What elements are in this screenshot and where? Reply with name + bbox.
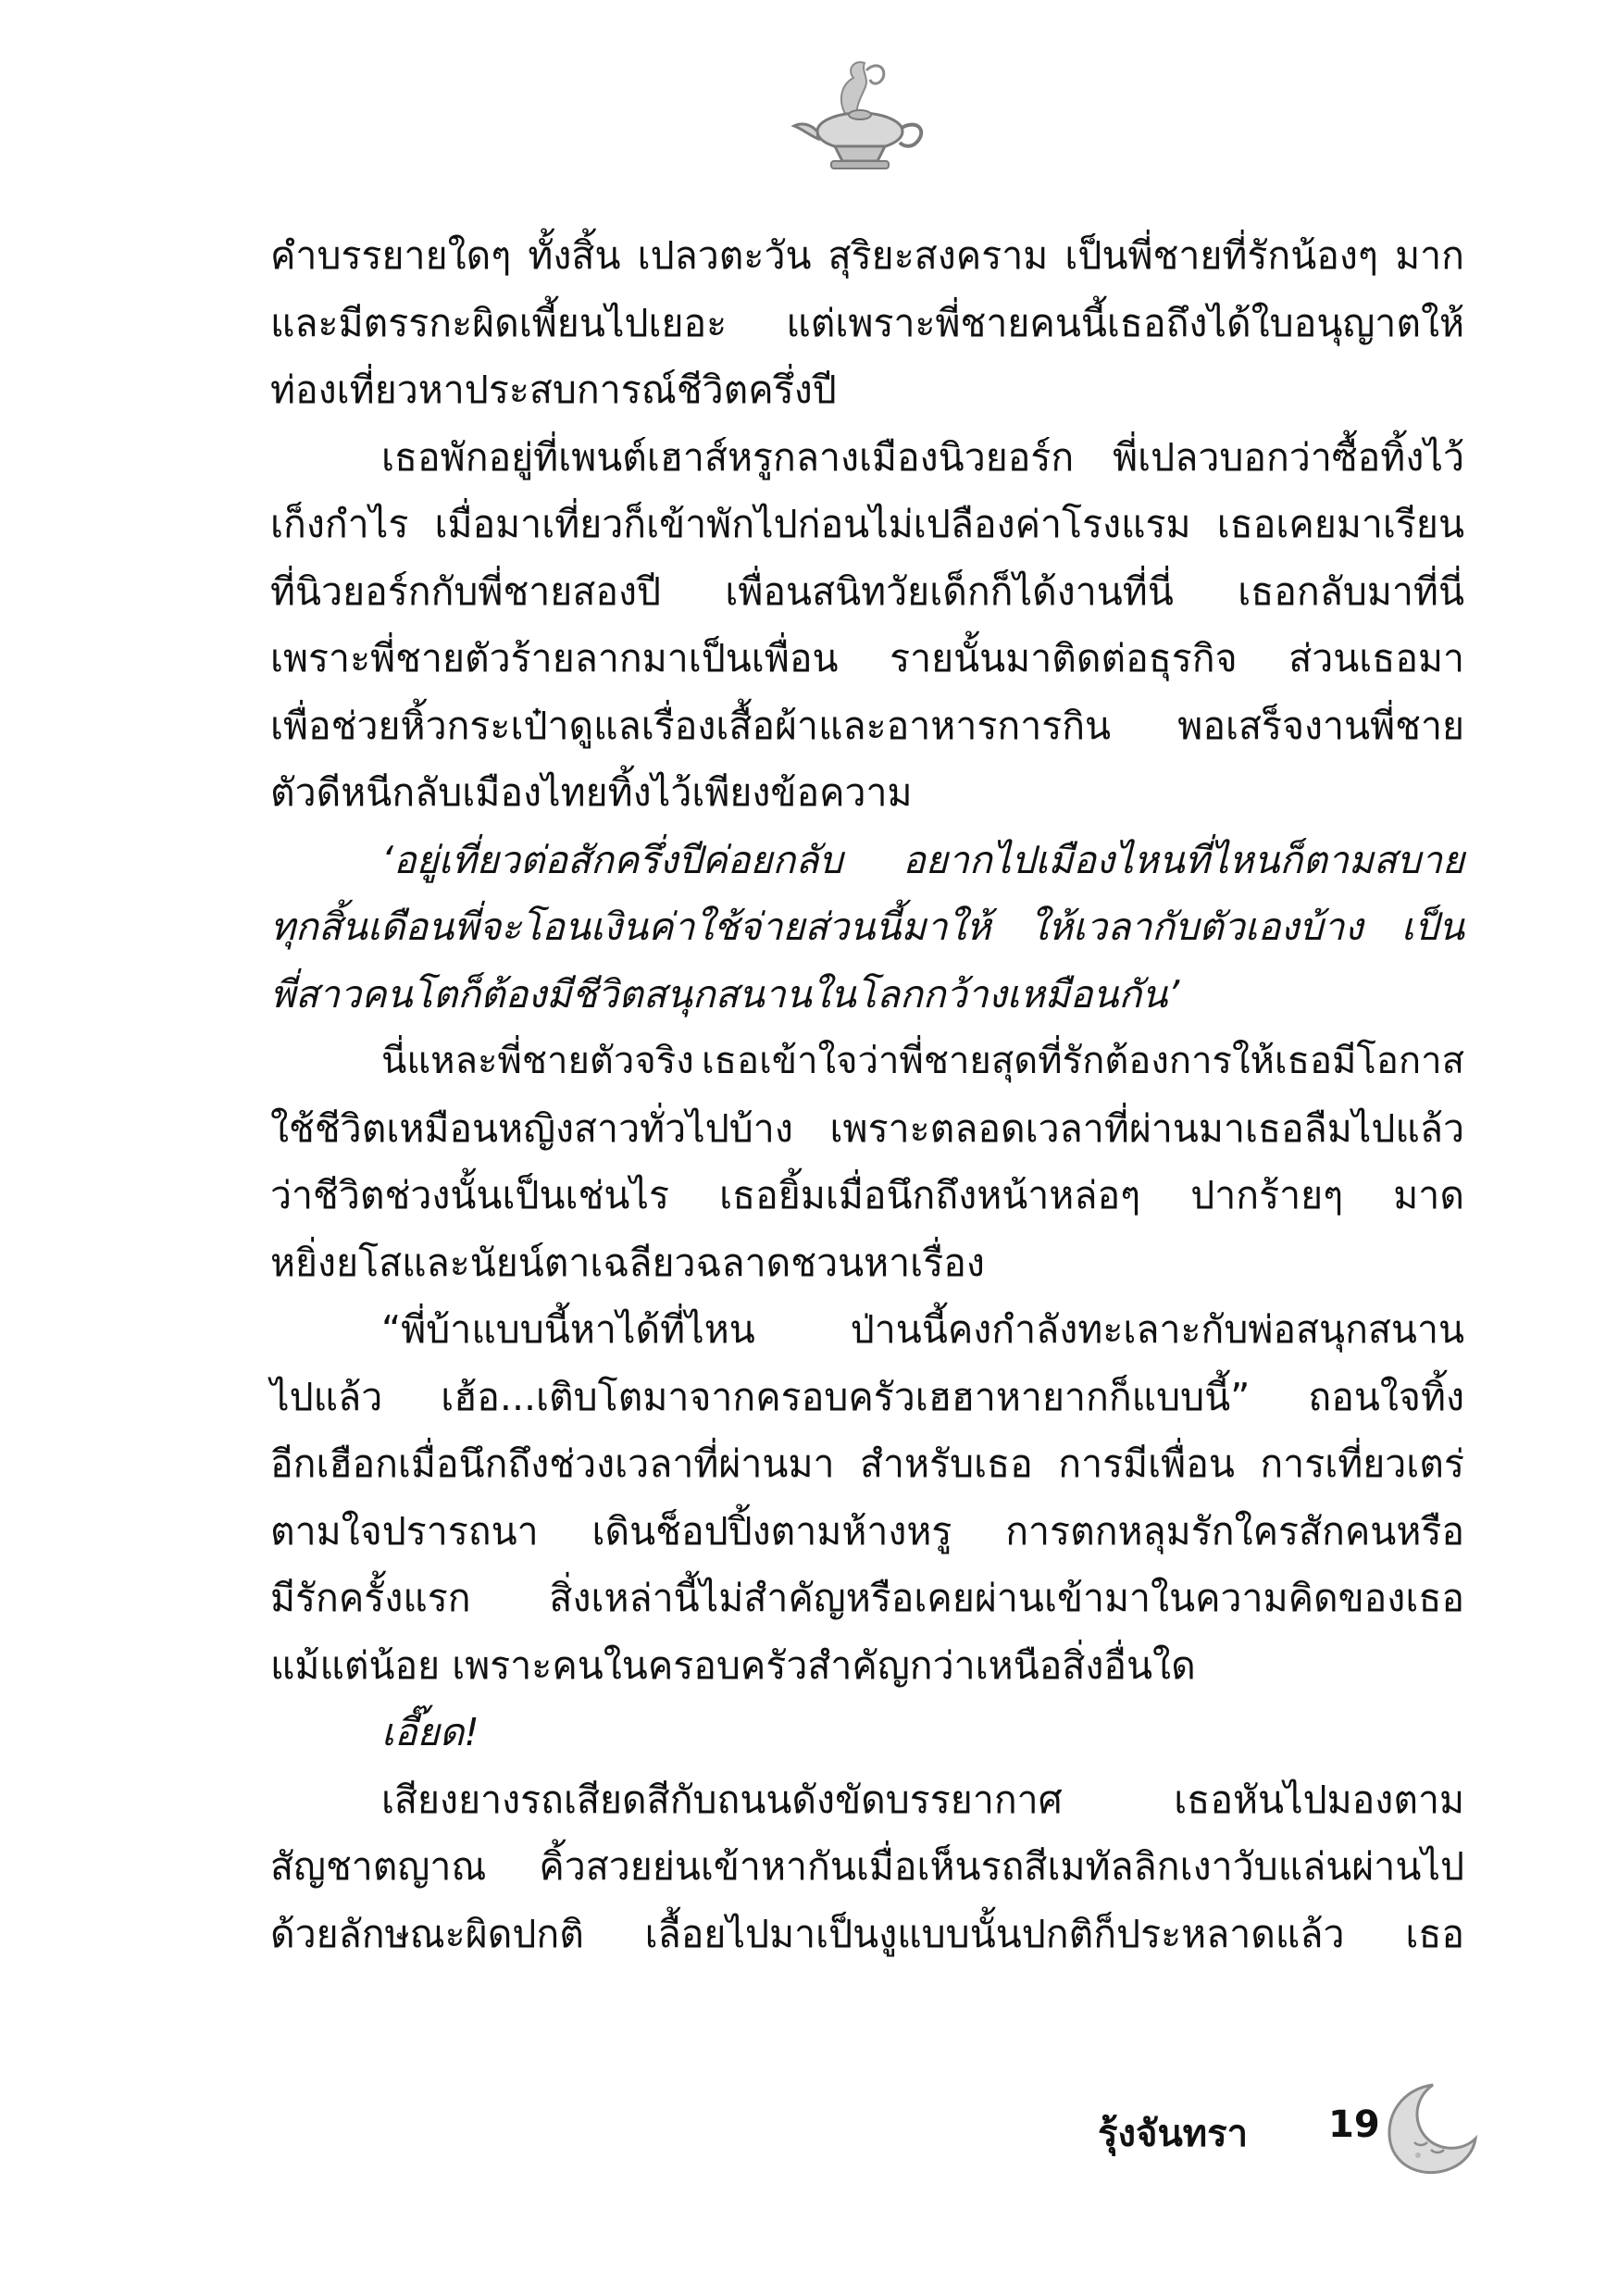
word: เป็นพี่ชายที่รักน้องๆ: [1064, 233, 1378, 278]
word: รายนั้นมาติดต่อธุรกิจ: [890, 636, 1238, 680]
word: เพราะตลอดเวลาที่ผ่านมาเธอลืมไปแล้ว: [829, 1105, 1464, 1151]
word: และมีตรรกะผิดเพี้ยนไปเยอะ: [270, 300, 728, 345]
line-text: ท่องเที่ยวหาประสบการณ์ชีวิตครึ่งปี: [270, 368, 837, 412]
word: เธอเคยมาเรียน: [1216, 502, 1464, 546]
line-text: หยิ่งยโสและนัยน์ตาเฉลียวฉลาดชวนหาเรื่อง: [270, 1240, 985, 1285]
word: เธอ: [1405, 1911, 1464, 1956]
word: ส่วนเธอมา: [1288, 636, 1464, 680]
text-line: [270, 1028, 1464, 1095]
word: พี่เปลวบอกว่าซื้อทิ้งไว้: [1113, 434, 1464, 480]
text-line: [270, 1430, 1464, 1498]
word: สิ่งเหล่านี้ไม่สำคัญหรือเคยผ่านเข้ามาในความคิดของเธอ: [549, 1576, 1464, 1620]
crescent-moon-icon: [1377, 2078, 1479, 2179]
line-text: เอี๊ยด!: [381, 1710, 479, 1754]
word: ทั้งสิ้น: [528, 233, 621, 278]
word: เพื่อช่วยหิ้วกระเป๋าดูแลเรื่องเสื้อผ้าและอาหารการกิน: [270, 703, 1112, 748]
word: เดินช็อปปิ้งตามห้างหรู: [591, 1508, 952, 1554]
word: “พี่บ้าแบบนี้หาได้ที่ไหน: [381, 1307, 755, 1352]
word: อยากไปเมืองไหนที่ไหนก็ตามสบาย: [902, 837, 1464, 882]
text-line: [270, 893, 1464, 961]
word: การมีเพื่อน: [1058, 1441, 1235, 1486]
word: สุริยะสงคราม: [828, 233, 1049, 278]
word: อีกเฮือกเมื่อนึกถึงช่วงเวลาที่ผ่านมา: [270, 1441, 835, 1486]
text-line: [270, 1833, 1464, 1901]
word: ให้เวลากับตัวเองบ้าง: [1029, 905, 1363, 949]
text-line: [270, 558, 1464, 626]
word: ทุกสิ้นเดือนพี่จะโอนเงินค่าใช้จ่ายส่วนนี้มาให้: [270, 905, 991, 949]
word: เธอเข้าใจว่าพี่ชายสุดที่รักต้องการให้เธอมีโอกาส: [701, 1040, 1464, 1082]
word: เมื่อมาเที่ยวก็เข้าพักไปก่อนไม่เปลืองค่าโรงแรม: [434, 502, 1191, 546]
text-line: [270, 1498, 1464, 1566]
word: พอเสร็จงานพี่ชาย: [1177, 703, 1464, 748]
page-number: 19: [1328, 2103, 1380, 2146]
text-line: [270, 424, 1464, 492]
word: คำบรรยายใดๆ: [270, 233, 512, 278]
line-text: ตัวดีหนีกลับเมืองไทยทิ้งไว้เพียงข้อความ: [270, 770, 913, 815]
word: เก็งกำไร: [270, 502, 409, 546]
text-line: [270, 1162, 1464, 1229]
word: ไปแล้ว: [270, 1374, 383, 1419]
text-line: [270, 1095, 1464, 1163]
word: เปลวตะวัน: [637, 233, 812, 278]
text-line: [270, 1632, 1464, 1700]
text-line: [270, 1699, 1464, 1766]
word: เสียงยางรถเสียดสีกับถนนดังขัดบรรยากาศ: [381, 1777, 1063, 1822]
text-line: [270, 1766, 1464, 1834]
word: ว่าชีวิตช่วงนั้นเป็นเช่นไร: [270, 1173, 670, 1217]
line-text: พี่สาวคนโตก็ต้องมีชีวิตสนุกสนานในโลกกว้างเหมือนกัน’: [270, 971, 1180, 1017]
text-line: [270, 1901, 1464, 1968]
word: มาด: [1393, 1173, 1464, 1217]
text-line: [270, 491, 1464, 558]
word: นี่แหละพี่ชายตัวจริง: [381, 1040, 694, 1082]
word: ป่านนี้คงกำลังทะเลาะกับพ่อสนุกสนาน: [850, 1307, 1464, 1352]
text-line: [270, 356, 1464, 424]
text-line: [270, 1229, 1464, 1297]
text-line: [270, 827, 1464, 894]
word: คิ้วสวยย่นเข้าหากันเมื่อเห็นรถสีเมทัลลิกเงาวับแล่นผ่านไป: [539, 1844, 1464, 1889]
word: ด้วยลักษณะผิดปกติ: [270, 1911, 584, 1956]
line-text: แม้แต่น้อย เพราะคนในครอบครัวสำคัญกว่าเหนือสิ่งอื่นใด: [270, 1642, 1196, 1688]
word: เธอกลับมาที่นี่: [1238, 568, 1464, 614]
word: เพราะพี่ชายตัวร้ายลากมาเป็นเพื่อน: [270, 636, 839, 680]
text-line: [270, 1296, 1464, 1364]
word: เลื้อยไปมาเป็นงูแบบนั้นปกติก็ประหลาดแล้ว: [644, 1911, 1345, 1956]
word: เธอยิ้มเมื่อนึกถึงหน้าหล่อๆ: [719, 1173, 1141, 1217]
text-line: [270, 961, 1464, 1029]
book-title: รุ้งจันทรา: [1098, 2113, 1249, 2155]
word: สำหรับเธอ: [859, 1441, 1033, 1486]
text-line: [270, 759, 1464, 827]
word: เธอพักอยู่ที่เพนต์เฮาส์หรูกลางเมืองนิวยอร์ก: [381, 434, 1075, 480]
word: มีรักครั้งแรก: [270, 1576, 471, 1620]
word: แต่เพราะพี่ชายคนนี้เธอถึงได้ใบอนุญาตให้: [786, 300, 1464, 345]
word: การเที่ยวเตร่: [1260, 1441, 1464, 1486]
word: ปากร้ายๆ: [1190, 1173, 1344, 1217]
word: สัญชาตญาณ: [270, 1844, 487, 1889]
text-line: [270, 1364, 1464, 1431]
word: ตามใจปรารถนา: [270, 1508, 539, 1554]
word: การตกหลุมรักใครสักคนหรือ: [1005, 1508, 1464, 1554]
word: ถอนใจทิ้ง: [1308, 1374, 1464, 1419]
word: ‘อยู่เที่ยวต่อสักครึ่งปีค่อยกลับ: [381, 837, 843, 882]
text-line: [270, 625, 1464, 693]
word: ที่นิวยอร์กกับพี่ชายสองปี: [270, 568, 662, 614]
chapter-text: [270, 222, 1464, 1967]
text-line: [270, 1565, 1464, 1632]
word: เป็น: [1400, 905, 1464, 949]
text-line: [270, 290, 1464, 357]
genie-lamp-icon: [790, 54, 929, 176]
text-line: [270, 222, 1464, 290]
word: เพื่อนสนิทวัยเด็กก็ได้งานที่นี่: [725, 568, 1174, 614]
word: ใช้ชีวิตเหมือนหญิงสาวทั่วไปบ้าง: [270, 1105, 793, 1151]
text-line: [270, 693, 1464, 760]
word: เธอหันไปมองตาม: [1174, 1777, 1464, 1822]
word: มาก: [1395, 233, 1464, 278]
word: เฮ้อ...เติบโตมาจากครอบครัวเฮฮาหายากก็แบบนี้”: [441, 1374, 1251, 1419]
